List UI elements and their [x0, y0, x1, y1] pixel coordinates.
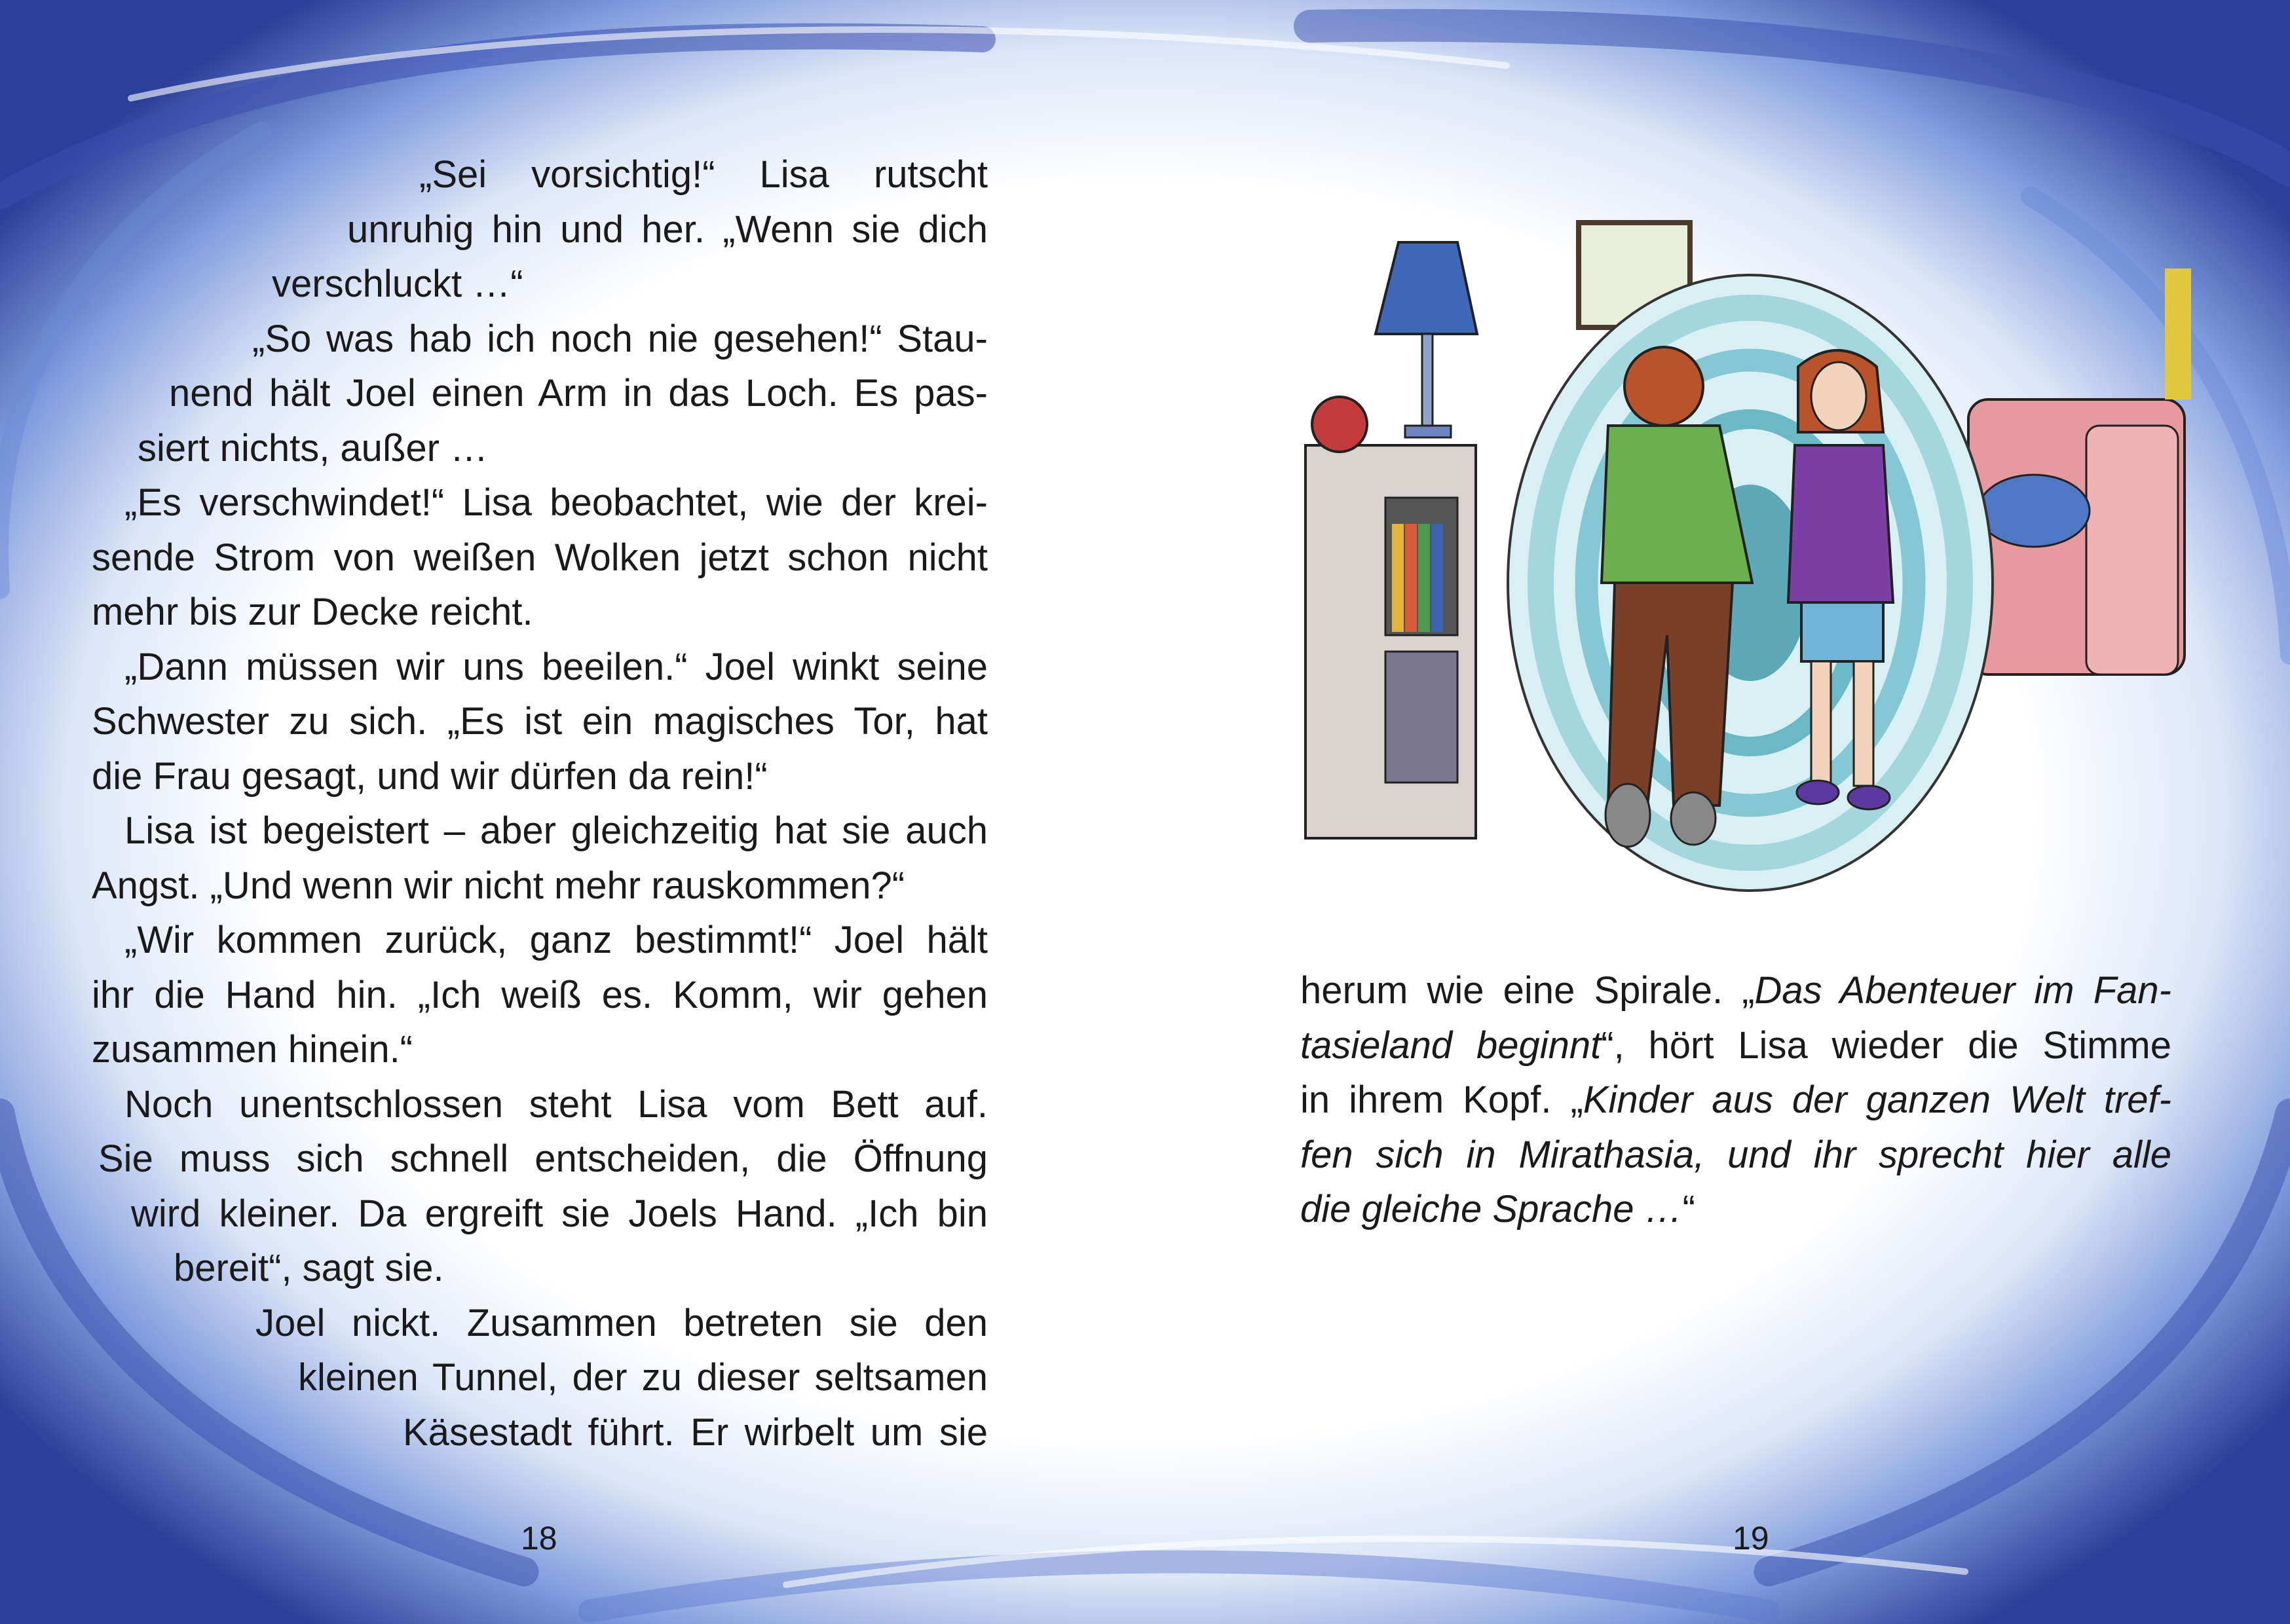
text-line: ihr die Hand hin. „Ich weiß es. Komm, wir gehen	[92, 973, 988, 1016]
text-line: unruhig hin und her. „Wenn sie dich	[347, 208, 988, 251]
italic-text: tasieland beginnt	[1300, 1024, 1602, 1067]
italic-text: fen sich in Mirathasia, und ihr sprecht hier alle	[1300, 1133, 2171, 1176]
text-line: wird kleiner. Da ergreift sie Joels Hand. „Ich bin	[131, 1192, 988, 1235]
lamp	[1376, 242, 1477, 437]
text-line: „Sei vorsichtig!“ Lisa rutscht	[419, 153, 988, 196]
text-line: Angst. „Und wenn wir nicht mehr rauskommen?“	[92, 864, 905, 907]
text-line: „So was hab ich noch nie gesehen!“ Stau-	[252, 317, 988, 360]
text-line: Joel nickt. Zusammen betreten sie den	[255, 1301, 988, 1344]
sofa	[1968, 268, 2191, 674]
text-line: sende Strom von weißen Wolken jetzt schon nicht	[92, 536, 988, 579]
text-line	[1300, 1182, 2171, 1237]
text-line: „Dann müssen wir uns beeilen.“ Joel winkt seine	[124, 645, 988, 688]
text-line: verschluckt …“	[272, 263, 523, 305]
text-line	[1300, 1018, 2171, 1073]
text-line: die Frau gesagt, und wir dürfen da rein!“	[92, 754, 768, 798]
text-line: siert nichts, außer …	[138, 426, 489, 470]
text-line: bereit“, sagt sie.	[174, 1247, 444, 1289]
text-line: mehr bis zur Decke reicht.	[92, 591, 533, 633]
portal-illustration	[1300, 216, 2201, 946]
page-number-right: 19	[1733, 1520, 1769, 1557]
plain-text: “, hört Lisa wieder die Stimme	[1601, 1024, 2171, 1067]
text-line: nend hält Joel einen Arm in das Loch. Es pas-	[169, 372, 988, 415]
text-line: „Es verschwindet!“ Lisa beobachtet, wie der krei-	[124, 481, 988, 524]
right-page-text	[1300, 963, 2171, 1237]
page-number-left: 18	[521, 1520, 557, 1557]
plain-text: “	[1682, 1188, 1695, 1230]
text-line: Lisa ist begeistert – aber gleichzeitig hat sie auch	[124, 809, 988, 852]
text-line	[1300, 963, 2171, 1018]
text-line	[1300, 1073, 2171, 1128]
plain-text: herum wie eine Spirale. „	[1300, 969, 1755, 1012]
text-line: Sie muss sich schnell entscheiden, die Öffnung	[98, 1137, 988, 1180]
italic-text: Kinder aus der ganzen Welt tref-	[1583, 1079, 2171, 1121]
italic-text: die gleiche Sprache …	[1300, 1188, 1683, 1230]
ball	[1312, 397, 1367, 452]
bookshelf	[1305, 445, 1476, 838]
text-line	[1300, 1128, 2171, 1183]
plain-text: in ihrem Kopf. „	[1300, 1079, 1583, 1121]
text-line: Noch unentschlossen steht Lisa vom Bett auf.	[124, 1082, 988, 1126]
left-page-text	[92, 147, 988, 1460]
italic-text: Das Abenteuer im Fan-	[1754, 969, 2171, 1012]
text-line: Käsestadt führt. Er wirbelt um sie	[403, 1411, 988, 1454]
text-line: „Wir kommen zurück, ganz bestimmt!“ Joel hält	[124, 919, 988, 961]
text-line: zusammen hinein.“	[92, 1028, 413, 1071]
text-line: kleinen Tunnel, der zu dieser seltsamen	[298, 1356, 988, 1399]
text-line: Schwester zu sich. „Es ist ein magisches Tor, hat	[92, 700, 988, 743]
